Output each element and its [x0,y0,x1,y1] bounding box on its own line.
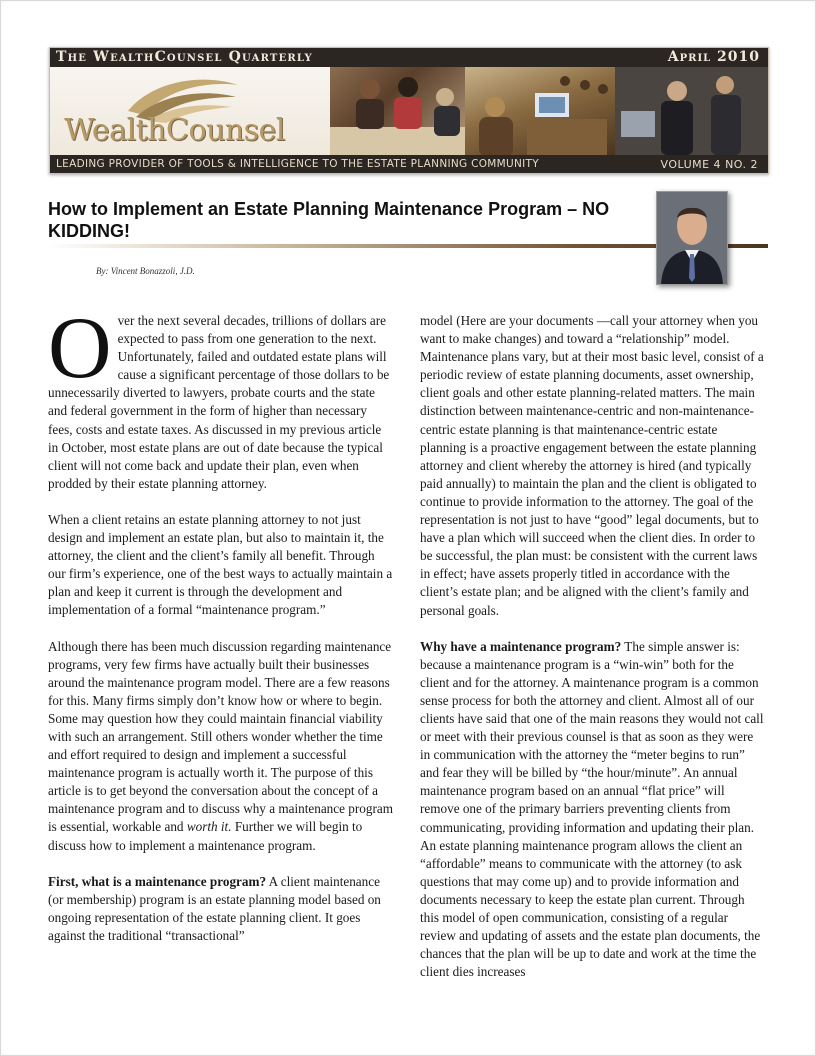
publication-title: The WealthCounsel Quarterly [56,49,313,65]
masthead-bottom-bar [50,155,768,173]
masthead [49,47,769,174]
paragraph-why-text: The simple answer is: because a maintenance program is a “win-win” both for the client and for the attorney. A maintenance program is a common sense process for both the attorney and client. Almost all of our clients have said that one of the main reasons they would not call or meet with their previous counsel is that as soon as they were in communication with the attorney the “meter begins to run” and fear they will be billed by “the hour/minute”. An annual maintenance program based on an annual “flat price” will remove one of the primary barriers preventing clients from communicating, providing information and updating their plan. An estate planning maintenance program allows the client an “affordable” means to communicate with the attorney (to ask questions that may come up) and to provide information and documents necessary to keep the estate plan current. Through this model of open communication, consisting of a regular review and updating of assets and the estate plan documents, the chances that the plan will be up to date and work at the time the client dies increases [420,638,764,980]
paragraph-what-is [48,873,394,945]
header-photo-meeting [330,67,465,155]
article-column-left [48,300,394,963]
paragraph-discussion [48,638,394,855]
paragraph-intro-text: ver the next several decades, trillions of dollars are expected to pass from one generation to the next. Unfortunately, failed and outdated estate plans will cause a significant percentage of those dollars to be unnecessarily diverted to lawyers, probate courts and the state and federal government in the form of higher than necessary fees, costs and estate taxes. As discussed in my previous article in October, most estate plans are out of date because the typical client will not come back and update their plan, even when prodded by their estate planning attorney. [48,313,390,491]
issue-number: NO. 2 [725,158,758,171]
paragraph-relationship-model: model (Here are your documents —call your attorney when you want to make changes) and toward a “relationship” model. Maintenance plans vary, but at their most basic level, consist of a periodic review of estate planning documents, asset ownership, client goals and other estate planning-related matters. The main distinction between maintenance-centric and non-maintenance-centric estate planning is that maintenance-centric estate planning is a proactive engagement between the estate planning attorney and client whereby the attorney is hired (and typically paid annually) to maintain the plan and the client is obligated to continue to provide information to the attorney. The goal of the representation is not just to have “good” legal documents, but to have a plan which will succeed when the client dies. In order to be successful, the plan must: be consistent with the current laws in effect; have assets properly titled in accordance with the client’s estate plan; and be aligned with the client’s family and personal goals. [420,313,764,618]
masthead-top-bar [50,48,768,67]
paragraph-intro [48,300,394,493]
section-lead-why: Why have a maintenance program? [420,638,622,654]
paragraph-discussion-end: Further we will begin to discuss how to implement a maintenance program. [48,819,363,853]
header-photo-seminar [465,67,615,155]
author-photo [656,191,728,285]
article-byline: By: Vincent Bonazzoli, J.D. [96,266,195,276]
drop-cap: O [48,300,112,397]
paragraph-why [420,638,766,982]
volume-issue [657,158,759,171]
emphasis-worth-it: worth it. [186,819,232,835]
logo [50,67,330,155]
volume-number: VOLUME 4 [660,158,722,171]
issue-date: April 2010 [667,49,760,65]
masthead-tagline: LEADING PROVIDER OF TOOLS & INTELLIGENCE TO THE ESTATE PLANNING COMMUNITY [56,158,539,170]
article-column-right [420,312,766,999]
section-lead-what-is: First, what is a maintenance program? [48,873,267,889]
paragraph-benefits: When a client retains an estate planning attorney to not just design and implement an estate plan, but also to maintain it, the attorney, the client and the client’s family all benefit. Through our firm’s experience, one of the best ways to actually maintain a plan and keep it current is through the development and implementation of a formal “maintenance program.” [48,511,393,618]
header-photo-office [615,67,768,155]
paragraph-discussion-text: Although there has been much discussion regarding maintenance programs, very few firms have actually built their businesses around the maintenance program model. There are a few reasons for this. Many firms simply don’t know how or where to begin. Some may question how they could maintain financial viability with such an arrangement. Still others wonder whether the time and effort required to design and implement a successful maintenance program is actually worth it. The purpose of this article is to get beyond the conversation about the concept of a maintenance program and to discuss why a maintenance program is essential, workable and [48,638,393,835]
article-title: How to Implement an Estate Planning Maintenance Program – NO KIDDING! [48,199,610,241]
paragraph-what-is-text: A client maintenance (or membership) program is an estate planning model based on ongoing representation of the estate planning client. It goes against the traditional “transactional” [48,873,381,943]
logo-wordmark: WealthCounsel [64,113,285,148]
